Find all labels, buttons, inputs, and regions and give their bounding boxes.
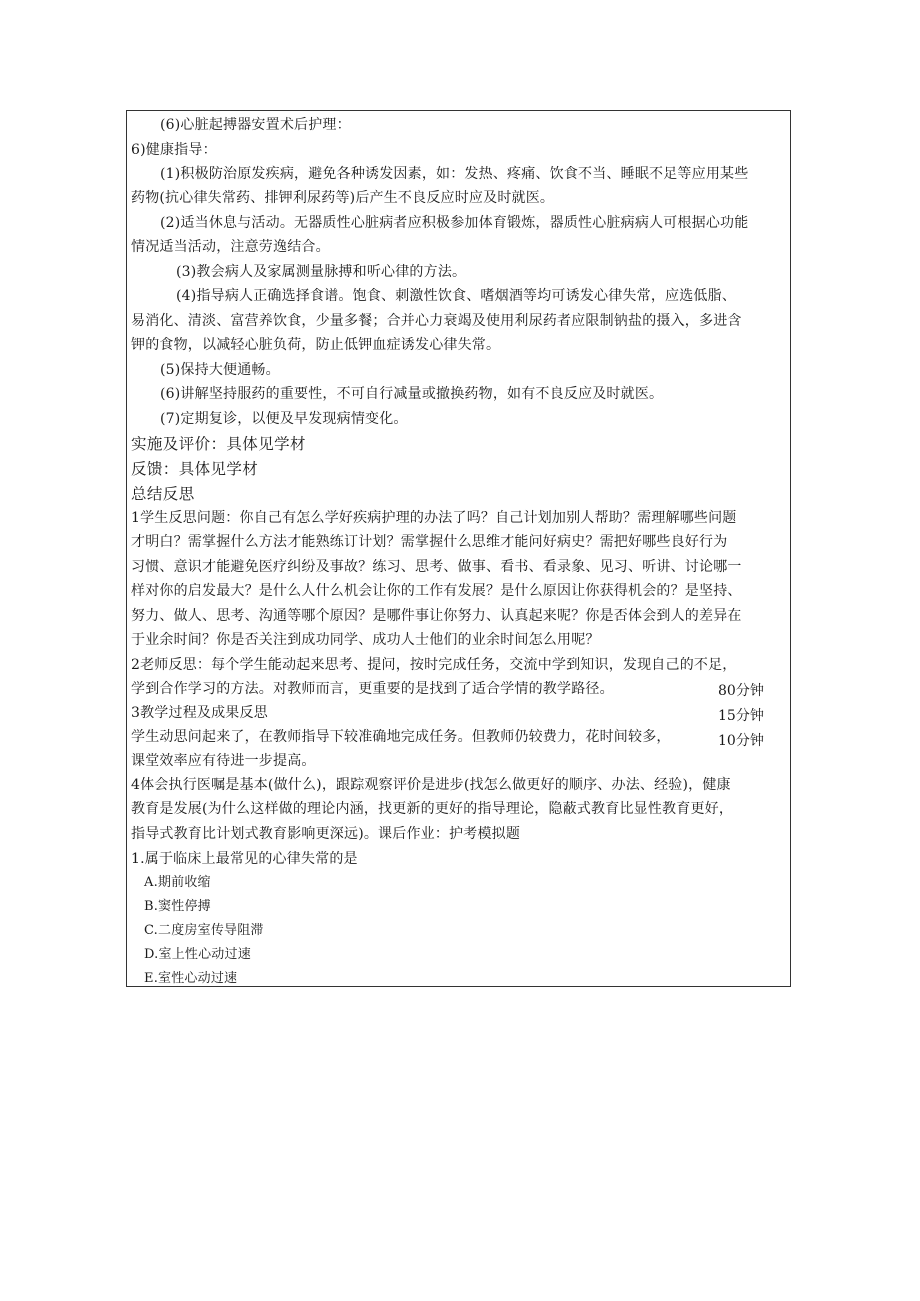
text-line: (5)保持大便通畅。	[160, 362, 280, 378]
text-line: (1)积极防治原发疾病，避免各种诱发因素，如：发热、疼痛、饮食不当、睡眠不足等应用某些	[160, 166, 749, 182]
text-line: 样对你的启发最大？是什么人什么机会让你的工作有发展？是什么原因让你获得机会的？是坚持、	[131, 583, 742, 599]
text-line: 易消化、清淡、富营养饮食，少量多餐；合并心力衰竭及使用利尿药者应限制钠盐的摄入，多进含	[131, 313, 742, 329]
feedback: 反馈：具体见学材	[131, 460, 259, 478]
text-line: 钾的食物，以减轻心脏负荷，防止低钾血症诱发心律失常。	[131, 337, 501, 353]
text-line: (2)适当休息与活动。无器质性心脏病者应积极参加体育锻炼，器质性心脏病病人可根据心功能	[160, 215, 749, 231]
text-line: 努力、做人、思考、沟通等哪个原因？是哪件事让你努力、认真起来呢？你是否体会到人的差异在	[131, 608, 742, 624]
option-a: A.期前收缩	[144, 875, 211, 890]
text-line: 学生动思问起来了，在教师指导下较准确地完成任务。但教师仍较费力，花时间较多，	[131, 729, 671, 745]
text-line: (6)讲解坚持服药的重要性，不可自行减量或撤换药物，如有不良反应及时就医。	[160, 386, 664, 402]
duration-label: 80分钟	[718, 683, 764, 699]
text-line: (4)指导病人正确选择食谱。饱食、刺激性饮食、嗜烟酒等均可诱发心律失常，应选低脂、	[176, 288, 737, 304]
text-line: 1学生反思问题：你自己有怎么学好疾病护理的办法了吗？自己计划加别人帮助？需理解哪些问题	[131, 510, 737, 526]
text-line-homework: 指导式教育比计划式教育影响更深远)。课后作业：护考模拟题	[131, 826, 521, 842]
text-line: 4体会执行医嘱是基本(做什么)，跟踪观察评价是进步(找怎么做更好的顺序、办法、经验)，健康	[131, 777, 731, 793]
text-line: (7)定期复诊，以便及早发现病情变化。	[160, 411, 408, 427]
text-line: 教育是发展(为什么这样做的理论内涵，找更新的更好的指导理论，隐蔽式教育比显性教育更好，	[131, 801, 734, 817]
text-line: 2老师反思：每个学生能动起来思考、提问，按时完成任务，交流中学到知识，发现自己的不足，	[131, 657, 737, 673]
text-line: 才明白？需掌握什么方法才能熟练订计划？需掌握什么思维才能问好病史？需把好哪些良好行为	[131, 534, 728, 550]
text-line: 于业余时间？你是否关注到成功同学、成功人士他们的业余时间怎么用呢？	[131, 632, 600, 648]
text-line: 情况适当活动，注意劳逸结合。	[131, 239, 330, 255]
option-e: E.室性心动过速	[144, 971, 238, 986]
option-d: D.室上性心动过速	[144, 947, 251, 962]
text-line-health-guidance-heading: 6)健康指导：	[131, 142, 217, 158]
duration-label: 10分钟	[718, 733, 764, 749]
text-line: 习惯、意识才能避免医疗纠纷及事故？练习、思考、做事、看书、看录象、见习、听讲、讨论哪一	[131, 559, 742, 575]
duration-label: 15分钟	[718, 708, 764, 724]
option-c: C.二度房室传导阻滞	[144, 923, 264, 938]
text-line: 药物(抗心律失常药、排钾利尿药等)后产生不良反应时应及时就医。	[131, 190, 555, 206]
text-line: 课堂效率应有待进一步提高。	[131, 753, 316, 769]
question-stem: 1.属于临床上最常见的心律失常的是	[131, 851, 358, 867]
implementation-evaluation: 实施及评价：具体见学材	[131, 435, 306, 453]
text-line: 3教学过程及成果反思	[131, 705, 268, 721]
option-b: B.窦性停搏	[144, 899, 211, 914]
summary-reflection-heading: 总结反思	[131, 485, 195, 503]
text-line: (3)教会病人及家属测量脉搏和听心律的方法。	[176, 264, 467, 280]
text-line: 学到合作学习的方法。对教师而言，更重要的是找到了适合学情的教学路径。	[131, 681, 614, 697]
text-line-pacemaker-care: (6)心脏起搏器安置术后护理：	[160, 117, 351, 133]
